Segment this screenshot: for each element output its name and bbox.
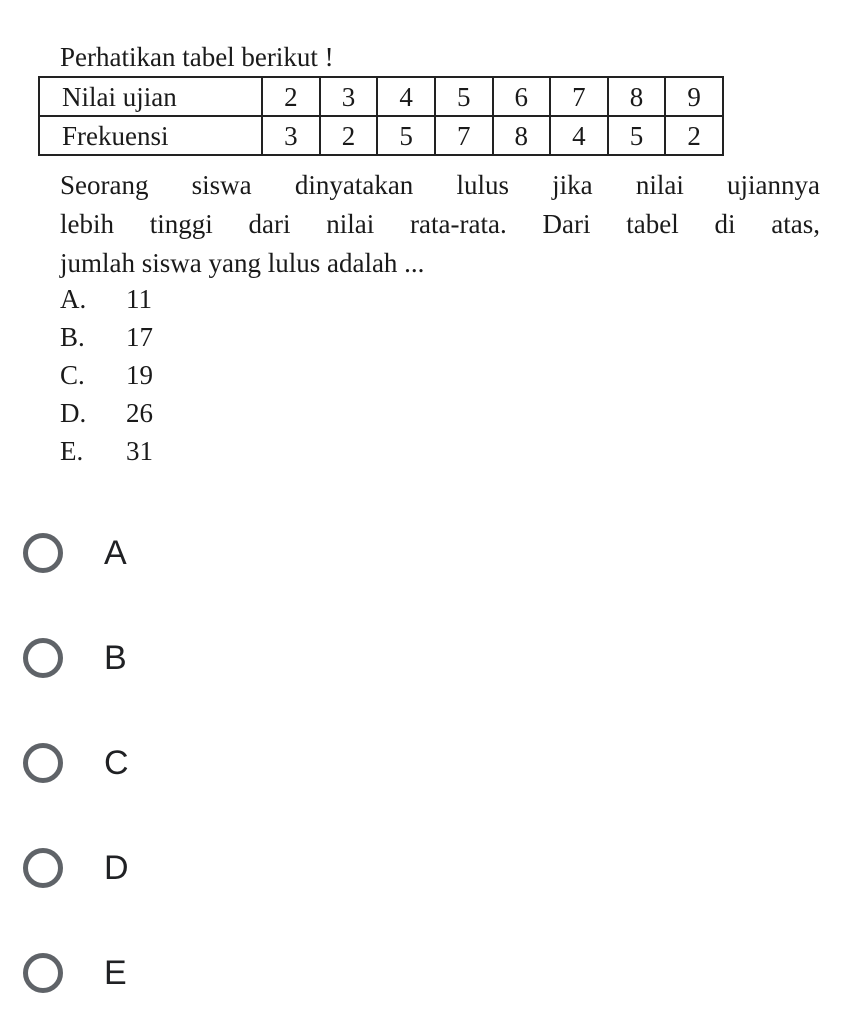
question-text-line: Seorang siswa dinyatakan lulus jika nilai ujiannya [60, 170, 820, 200]
table-cell: 8 [493, 116, 551, 155]
choice-item [60, 318, 153, 356]
table-row-header: Frekuensi [39, 116, 262, 155]
radio-circle-icon[interactable] [23, 743, 63, 783]
radio-option-a[interactable] [0, 500, 844, 600]
radio-option-d[interactable] [0, 815, 844, 915]
table-cell: 5 [377, 116, 435, 155]
radio-option-label[interactable]: A [104, 534, 127, 572]
table-cell: 7 [435, 116, 493, 155]
radio-circle-icon[interactable] [23, 848, 63, 888]
choice-letter: A. [60, 284, 87, 314]
table-row-scores [39, 77, 723, 116]
radio-circle-icon[interactable] [23, 638, 63, 678]
radio-option-b[interactable] [0, 605, 844, 705]
radio-option-label[interactable]: D [104, 849, 129, 887]
radio-option-e[interactable] [0, 920, 844, 1020]
choice-value: 19 [126, 360, 153, 390]
radio-option-c[interactable] [0, 710, 844, 810]
frequency-table [38, 76, 724, 156]
choice-item [60, 280, 153, 318]
question-image [0, 0, 844, 480]
choice-list [60, 280, 153, 470]
table-cell: 7 [550, 77, 608, 116]
choice-item [60, 394, 153, 432]
table-cell: 8 [608, 77, 666, 116]
question-text-line: lebih tinggi dari nilai rata-rata. Dari tabel di atas, [60, 209, 820, 239]
table-cell: 9 [665, 77, 723, 116]
table-cell: 5 [435, 77, 493, 116]
choice-letter: C. [60, 360, 85, 390]
table-cell: 3 [320, 77, 378, 116]
table-cell: 2 [320, 116, 378, 155]
table-cell: 4 [550, 116, 608, 155]
choice-letter: D. [60, 398, 87, 428]
choice-letter: B. [60, 322, 85, 352]
table-cell: 5 [608, 116, 666, 155]
choice-value: 17 [126, 322, 153, 352]
table-cell: 2 [262, 77, 320, 116]
question-intro: Perhatikan tabel berikut ! [60, 42, 334, 72]
choice-letter: E. [60, 436, 84, 466]
radio-circle-icon[interactable] [23, 533, 63, 573]
table-row-header: Nilai ujian [39, 77, 262, 116]
choice-value: 31 [126, 436, 153, 466]
table-cell: 4 [377, 77, 435, 116]
table-cell: 2 [665, 116, 723, 155]
radio-option-label[interactable]: B [104, 639, 127, 677]
radio-option-label[interactable]: E [104, 954, 127, 992]
choice-value: 26 [126, 398, 153, 428]
table-cell: 6 [493, 77, 551, 116]
radio-circle-icon[interactable] [23, 953, 63, 993]
choice-value: 11 [126, 284, 152, 314]
radio-option-label[interactable]: C [104, 744, 129, 782]
question-text [60, 166, 820, 283]
question-text-line: jumlah siswa yang lulus adalah ... [60, 248, 425, 278]
table-cell: 3 [262, 116, 320, 155]
choice-item [60, 356, 153, 394]
choice-item [60, 432, 153, 470]
table-row-frequency [39, 116, 723, 155]
